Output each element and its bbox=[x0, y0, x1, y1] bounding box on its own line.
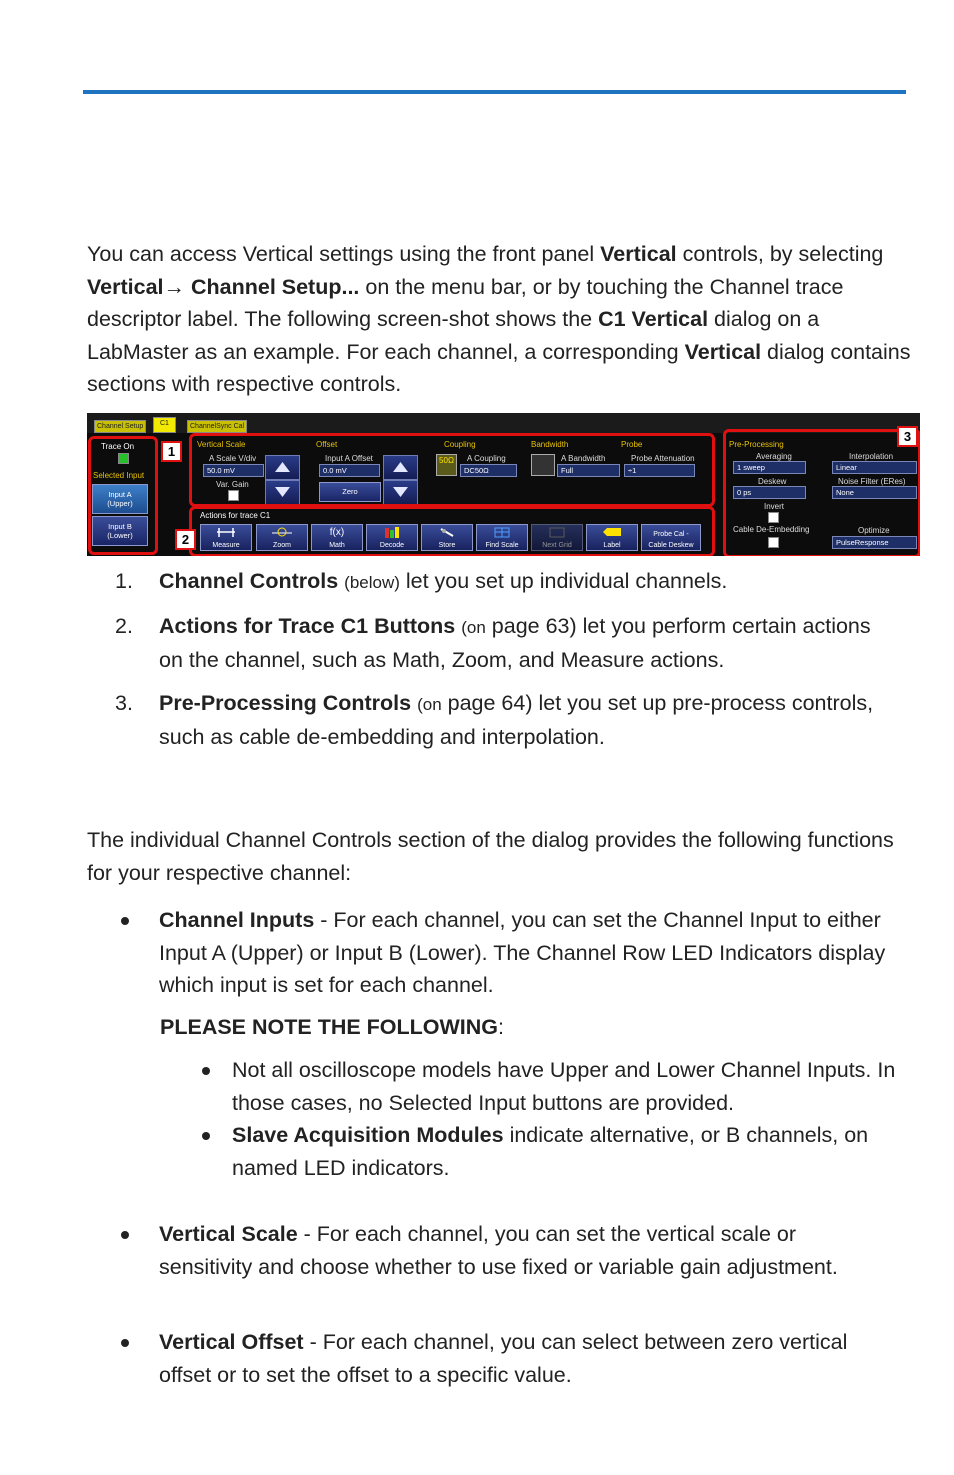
probe-attenuation-label: Probe Attenuation bbox=[631, 454, 695, 463]
averaging-label: Averaging bbox=[756, 452, 792, 461]
section-box-3 bbox=[723, 429, 920, 556]
coupling-label: Coupling bbox=[444, 440, 476, 449]
note-heading: PLEASE NOTE THE FOLLOWING: bbox=[160, 1015, 505, 1039]
list-item-ref: (on bbox=[461, 617, 486, 637]
sub-bullet-text: indicate alternative, or B channels, on named LED indicators. bbox=[232, 1123, 869, 1180]
zero-button[interactable]: Zero bbox=[319, 482, 381, 502]
header-rule bbox=[83, 90, 906, 94]
bullet-title: Vertical Scale bbox=[159, 1222, 298, 1246]
list-item bbox=[87, 610, 897, 677]
noise-filter-field[interactable]: None bbox=[832, 486, 917, 499]
list-number: 3. bbox=[115, 690, 133, 715]
bullet-dot bbox=[121, 1231, 129, 1239]
a-offset-label: Input A Offset bbox=[325, 454, 373, 463]
optimize-field[interactable]: PulseResponse bbox=[832, 536, 917, 549]
bullet-vertical-scale bbox=[87, 1218, 887, 1283]
measure-label: Measure bbox=[212, 542, 240, 549]
a-scale-field[interactable]: 50.0 mV bbox=[203, 464, 264, 477]
tab-channelsync-cal[interactable]: ChannelSync Cal bbox=[187, 420, 247, 433]
bullet-text: - For each channel, you can select between zero vertical offset or to set the offset to a specific value. bbox=[159, 1330, 848, 1387]
noise-filter-label: Noise Filter (ERes) bbox=[838, 477, 906, 486]
list-number: 1. bbox=[115, 569, 133, 593]
numbered-list bbox=[87, 565, 897, 764]
a-bandwidth-label: A Bandwidth bbox=[561, 454, 606, 463]
list-item-title: Channel Controls bbox=[159, 569, 339, 593]
bullet-dot bbox=[121, 917, 129, 925]
offset-label: Offset bbox=[316, 440, 338, 449]
sub-bullet-title: Slave Acquisition Modules bbox=[232, 1123, 504, 1147]
find-scale-label: Find Scale bbox=[485, 542, 519, 549]
cable-de-embedding-label: Cable De-Embedding bbox=[733, 525, 810, 534]
input-b-line2: (Lower) bbox=[107, 531, 133, 540]
a-bandwidth-field[interactable]: Full bbox=[557, 464, 620, 477]
interpolation-label: Interpolation bbox=[849, 452, 894, 461]
probe-attenuation-field[interactable]: ÷1 bbox=[624, 464, 695, 477]
invert-label: Invert bbox=[764, 502, 785, 511]
store-label: Store bbox=[438, 542, 456, 549]
bullet-dot bbox=[202, 1067, 210, 1075]
a-scale-label: A Scale V/div bbox=[209, 454, 257, 463]
list-item-title: Actions for Trace C1 Buttons bbox=[159, 613, 456, 638]
list-item-text: page 63) let you perform certain actions on the channel, such as Math, Zoom, and Measure actions. bbox=[159, 613, 871, 672]
next-grid-label: Next Grid bbox=[542, 542, 572, 549]
section-box-1 bbox=[88, 436, 158, 555]
actions-title: Actions for trace C1 bbox=[200, 511, 271, 520]
input-b-line1: Input B bbox=[108, 522, 132, 531]
optimize-label: Optimize bbox=[858, 526, 890, 535]
probe-cal-line1: Probe Cal - bbox=[653, 531, 689, 538]
intro-paragraph: You can access Vertical settings using the front panel Vertical controls, by selecting Vertical→ Channel Setup... on the menu bar, or by touching the Channel trace descriptor label. The following screen-shot shows the C1 Vertical dialog on a LabMaster as an example. For each channel, a corresponding Vertical dialog contains sections with respective controls. bbox=[87, 242, 911, 396]
list-item-ref: (on bbox=[417, 694, 442, 714]
deskew-field[interactable]: 0 ps bbox=[733, 486, 806, 499]
list-item bbox=[87, 565, 897, 600]
list-item-text: let you set up individual channels. bbox=[399, 569, 728, 593]
vertical-scale-label: Vertical Scale bbox=[197, 440, 246, 449]
callout-1: 1 bbox=[161, 441, 182, 462]
math-label: Math bbox=[329, 542, 345, 549]
callout-3: 3 bbox=[897, 426, 918, 447]
vertical-dialog-screenshot bbox=[87, 413, 920, 556]
list-item-ref: (below) bbox=[344, 573, 400, 592]
coupling-badge: 50Ω bbox=[436, 454, 457, 476]
bandwidth-label: Bandwidth bbox=[531, 440, 569, 449]
input-a-line1: Input A bbox=[108, 490, 132, 499]
probe-cal-line2: Cable Deskew bbox=[648, 542, 694, 549]
label-label: Label bbox=[603, 542, 621, 549]
bullet-text: - For each channel, you can set the vertical scale or sensitivity and choose whether to use fixed or variable gain adjustment. bbox=[159, 1222, 838, 1279]
input-a-line2: (Upper) bbox=[107, 499, 133, 508]
sub-bullet-text: Not all oscilloscope models have Upper and Lower Channel Inputs. In those cases, no Selected Input buttons are provided. bbox=[232, 1058, 896, 1115]
decode-label: Decode bbox=[379, 542, 405, 549]
zoom-label: Zoom bbox=[273, 542, 291, 549]
sub-bullet-list bbox=[160, 1054, 905, 1184]
a-offset-field[interactable]: 0.0 mV bbox=[319, 464, 380, 477]
bullet-title: Vertical Offset bbox=[159, 1330, 304, 1354]
selected-input-label: Selected Input bbox=[93, 471, 145, 480]
list-item-title: Pre-Processing Controls bbox=[159, 690, 412, 715]
list-number: 2. bbox=[115, 613, 133, 638]
section-box-top bbox=[189, 433, 715, 507]
interpolation-field[interactable]: Linear bbox=[832, 461, 917, 474]
bullet-channel-inputs bbox=[87, 904, 902, 1002]
averaging-field[interactable]: 1 sweep bbox=[733, 461, 806, 474]
trace-on-label: Trace On bbox=[101, 442, 135, 451]
list-item-text: page 64) let you set up pre-process controls, such as cable de-embedding and interpolation. bbox=[159, 690, 874, 749]
deskew-label: Deskew bbox=[758, 477, 787, 486]
probe-label: Probe bbox=[621, 440, 643, 449]
tab-c1[interactable]: C1 bbox=[153, 417, 176, 433]
bullet-dot bbox=[121, 1339, 129, 1347]
section-intro: The individual Channel Controls section of the dialog provides the following functions for your respective channel: bbox=[87, 828, 894, 885]
bullet-title: Channel Inputs bbox=[159, 908, 315, 932]
sub-bullet-item bbox=[160, 1119, 905, 1184]
math-icon: f(x) bbox=[329, 527, 345, 538]
a-coupling-label: A Coupling bbox=[467, 454, 506, 463]
list-item bbox=[87, 687, 897, 754]
bullet-vertical-offset bbox=[87, 1326, 887, 1391]
tab-channel-setup[interactable]: Channel Setup bbox=[94, 420, 146, 433]
preprocessing-label: Pre-Processing bbox=[729, 440, 784, 449]
bullet-dot bbox=[202, 1132, 210, 1140]
bullet-text: - For each channel, you can set the Channel Input to either Input A (Upper) or Input B (Lower). The Channel Row LED Indicators display which input is set for each channel. bbox=[159, 908, 886, 997]
sub-bullet-item bbox=[160, 1054, 905, 1119]
callout-2: 2 bbox=[175, 529, 196, 550]
a-coupling-field[interactable]: DC50Ω bbox=[460, 464, 517, 477]
var-gain-label: Var. Gain bbox=[216, 480, 249, 489]
section-box-2 bbox=[189, 506, 715, 556]
